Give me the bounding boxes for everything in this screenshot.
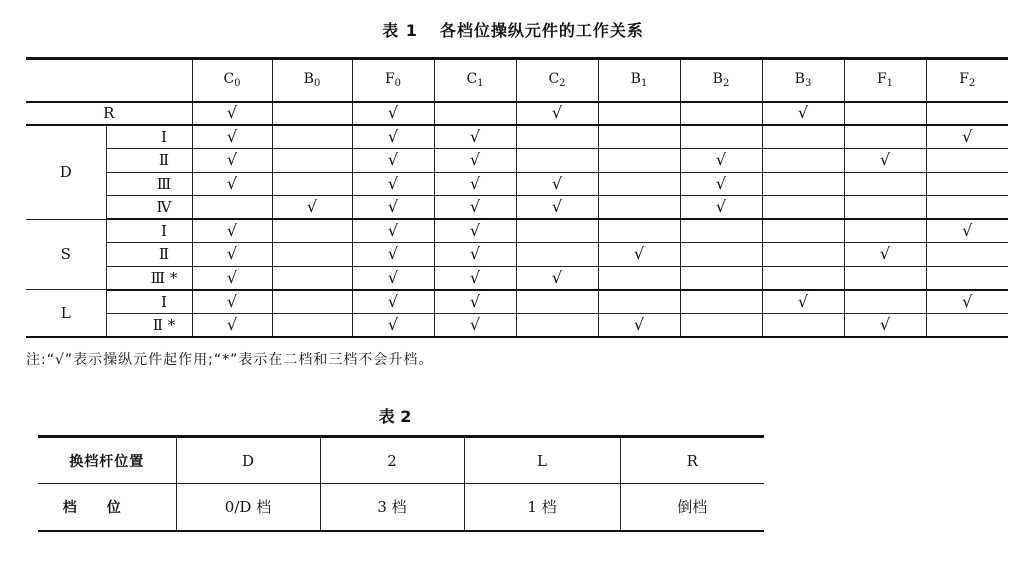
check-mark-icon: √ [226,173,238,193]
table-cell [680,149,762,173]
table-cell [598,125,680,149]
table-cell [598,196,680,220]
column-header-subscript: 1 [640,78,648,90]
check-mark-icon: √ [469,173,481,193]
table-cell [680,125,762,149]
table-row [26,125,1008,149]
table-cell [352,290,434,314]
gear-group-label: D [26,125,106,219]
check-mark-icon: √ [387,103,399,123]
check-mark-icon: √ [387,127,399,146]
table-cell [516,149,598,173]
table-row [26,243,1008,267]
table-row [26,266,1008,290]
gear-number-cell: Ⅰ [106,219,192,243]
gear-number-cell: Ⅰ [106,290,192,314]
check-mark-icon: √ [551,267,563,287]
gear-number-cell: Ⅳ [106,196,192,220]
table-row [26,149,1008,173]
column-header-subscript: 2 [559,78,566,90]
check-mark-icon: √ [715,150,727,170]
column-header-f2 [926,59,1008,102]
table-cell [516,290,598,314]
check-mark-icon: √ [226,291,238,311]
table-cell [680,102,762,126]
table-cell [434,219,516,243]
check-mark-icon: √ [633,314,645,334]
table2-value-cell: 档位 [38,484,176,531]
table-cell [352,313,434,337]
check-mark-icon: √ [469,291,481,311]
table2-value-cell: 1 档 [464,484,620,531]
table-cell [926,243,1008,267]
table-cell [762,125,844,149]
table-row [26,102,1008,126]
table-cell [516,313,598,337]
table-cell [352,266,434,290]
table-cell [272,290,352,314]
table-cell [844,266,926,290]
check-mark-icon: √ [879,314,891,334]
column-header-subscript: 1 [886,78,894,90]
column-header-c2 [516,59,598,102]
table2-header-cell: D [176,437,320,484]
column-header-letter: F [959,71,969,88]
table-cell [680,266,762,290]
table-cell [434,266,516,290]
table-cell [762,149,844,173]
column-header-letter: B [712,71,723,88]
check-mark-icon: √ [387,173,399,193]
table-cell [926,219,1008,243]
gear-number-cell: Ⅱ [106,149,192,173]
table-cell [352,196,434,220]
table-cell [516,196,598,220]
table-cell [352,219,434,243]
table-cell [434,149,516,173]
table-cell [516,102,598,126]
check-mark-icon: √ [469,221,481,240]
table-cell [926,149,1008,173]
column-header-letter: B [630,71,641,88]
check-mark-icon: √ [226,127,238,146]
column-header-f0 [352,59,434,102]
check-mark-icon: √ [387,244,399,264]
check-mark-icon: √ [633,244,645,264]
table1-title-text: 各档位操纵元件的工作关系 [439,21,644,40]
table-cell [192,243,272,267]
column-header-b3 [762,59,844,102]
column-header-subscript: 0 [394,78,402,90]
check-mark-icon: √ [551,173,563,193]
table-cell [598,219,680,243]
column-header-subscript: 0 [234,78,241,90]
table-cell [762,219,844,243]
table2-value-cell: 3 档 [320,484,464,531]
table-cell [926,196,1008,220]
check-mark-icon: √ [226,103,238,123]
shift-lever-table [38,435,764,532]
table-cell [192,313,272,337]
table-cell [434,196,516,220]
check-mark-icon: √ [879,150,891,170]
table-cell [598,172,680,196]
table-cell [272,313,352,337]
table-cell [598,149,680,173]
table-cell [762,196,844,220]
column-header-subscript: 1 [477,78,484,90]
table-row [26,196,1008,220]
table-cell [680,290,762,314]
table1-header-row [26,59,1008,102]
table2-value-row [38,484,764,531]
check-mark-icon: √ [469,267,481,287]
check-mark-icon: √ [962,221,973,240]
table-cell [434,290,516,314]
check-mark-icon: √ [387,221,399,240]
table-cell [844,102,926,126]
gear-number-cell: Ⅲ [106,172,192,196]
table-cell [680,243,762,267]
table-cell [762,172,844,196]
table-cell [192,102,272,126]
table1-corner-cell [26,59,192,102]
table-cell [844,219,926,243]
column-header-b0 [272,59,352,102]
gear-number-cell: Ⅰ [106,125,192,149]
table-cell [926,290,1008,314]
table-cell [844,313,926,337]
table-cell [516,219,598,243]
gear-group-label: L [26,290,106,337]
table-cell [598,290,680,314]
column-header-letter: C [466,71,478,88]
gear-group-label: R [26,102,192,126]
table-cell [272,243,352,267]
column-header-c0 [192,59,272,102]
table-cell [516,266,598,290]
table-cell [272,149,352,173]
table-cell [192,125,272,149]
table-cell [272,219,352,243]
table2-header-cell: L [464,437,620,484]
check-mark-icon: √ [387,314,399,334]
check-mark-icon: √ [226,150,238,170]
table-cell [516,172,598,196]
column-header-letter: C [548,71,560,88]
check-mark-icon: √ [797,103,809,123]
column-header-letter: B [794,71,805,88]
check-mark-icon: √ [962,127,973,146]
column-header-letter: F [384,71,395,88]
table-cell [680,196,762,220]
table2-header-cell: 2 [320,437,464,484]
table-cell [272,125,352,149]
check-mark-icon: √ [387,291,399,311]
check-mark-icon: √ [469,244,481,264]
table-cell [352,243,434,267]
column-header-b2 [680,59,762,102]
gear-group-label: S [26,219,106,290]
column-header-subscript: 0 [313,78,321,90]
table-cell [352,172,434,196]
table1-title-label: 表 1 [382,21,418,40]
check-mark-icon: √ [469,314,481,334]
table-cell [762,313,844,337]
table-cell [844,243,926,267]
check-mark-icon: √ [797,291,809,311]
table-cell [844,149,926,173]
table2-header-cell: 换档杆位置 [38,437,176,484]
table-cell [844,290,926,314]
table-cell [516,125,598,149]
table2-header-cell: R [620,437,764,484]
table-cell [192,290,272,314]
table-cell [272,172,352,196]
check-mark-icon: √ [469,150,481,170]
table-cell [434,125,516,149]
table-row [26,313,1008,337]
table2-title: 表 2 [378,407,412,426]
table-row [26,219,1008,243]
table2-value-cell: 0/D 档 [176,484,320,531]
table-cell [434,102,516,126]
gear-number-cell: Ⅱ [106,243,192,267]
table-cell [598,266,680,290]
table-cell [926,102,1008,126]
table2-value-cell: 倒档 [620,484,764,531]
table-cell [680,172,762,196]
table2-header-row [38,437,764,484]
table-cell [844,125,926,149]
table-cell [352,125,434,149]
column-header-subscript: 2 [722,78,730,90]
gear-number-cell: Ⅱ * [106,313,192,337]
check-mark-icon: √ [226,267,238,287]
table-cell [192,196,272,220]
gear-element-table [26,57,1008,338]
check-mark-icon: √ [962,291,973,311]
check-mark-icon: √ [387,267,399,287]
table-cell [762,102,844,126]
table1-note: 注:“√”表示操纵元件起作用;“*”表示在二档和三档不会升档。 [26,352,434,368]
table-cell [680,313,762,337]
check-mark-icon: √ [226,244,238,264]
check-mark-icon: √ [387,150,399,170]
column-header-letter: F [876,71,887,88]
check-mark-icon: √ [715,173,727,193]
column-header-b1 [598,59,680,102]
column-header-letter: B [303,71,314,88]
check-mark-icon: √ [715,197,727,216]
table-cell [192,266,272,290]
table-cell [926,313,1008,337]
table-cell [598,313,680,337]
table-cell [762,243,844,267]
table-cell [352,149,434,173]
table-cell [844,196,926,220]
check-mark-icon: √ [226,314,238,334]
table-cell [192,172,272,196]
table-cell [352,102,434,126]
table-row [26,290,1008,314]
table-cell [598,102,680,126]
table-cell [926,266,1008,290]
table-row [26,172,1008,196]
check-mark-icon: √ [551,103,563,123]
table-cell [926,172,1008,196]
check-mark-icon: √ [226,221,238,240]
column-header-letter: C [223,71,235,88]
check-mark-icon: √ [551,197,563,216]
table-cell [434,313,516,337]
table-cell [272,102,352,126]
check-mark-icon: √ [469,127,481,146]
table-cell [434,172,516,196]
table-cell [598,243,680,267]
column-header-c1 [434,59,516,102]
table-cell [926,125,1008,149]
check-mark-icon: √ [469,197,481,216]
check-mark-icon: √ [387,197,399,216]
column-header-subscript: 2 [968,78,976,90]
check-mark-icon: √ [879,244,891,264]
table-cell [516,243,598,267]
table-cell [762,290,844,314]
table-cell [192,219,272,243]
table-cell [680,219,762,243]
table-cell [272,266,352,290]
table-cell [762,266,844,290]
table1-title [0,18,1026,41]
table-cell [192,149,272,173]
column-header-subscript: 3 [804,78,812,90]
column-header-f1 [844,59,926,102]
table-cell [272,196,352,220]
table-cell [844,172,926,196]
check-mark-icon: √ [306,197,318,216]
table-cell [434,243,516,267]
gear-number-cell: Ⅲ * [106,266,192,290]
